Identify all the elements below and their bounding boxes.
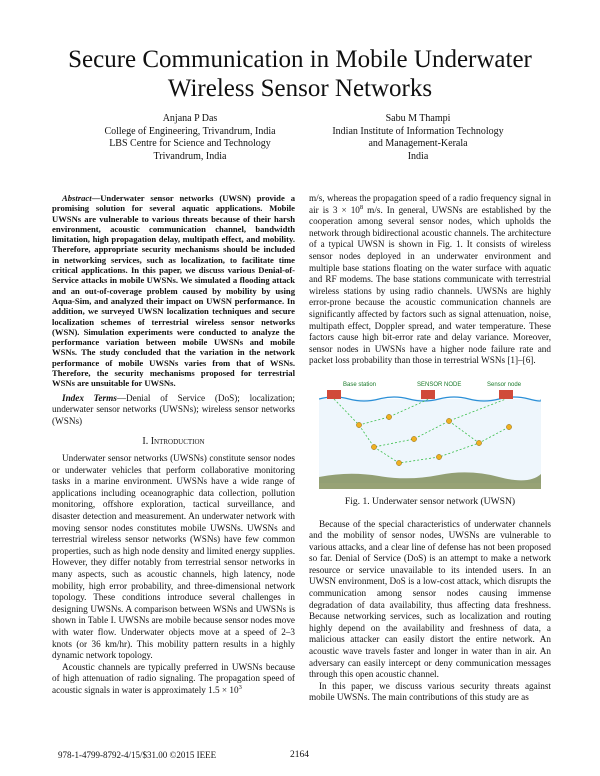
author-affiliation: LBS Centre for Science and Technology xyxy=(109,138,271,149)
base-station-icon xyxy=(421,390,435,399)
sensor-node-icon xyxy=(506,424,511,429)
sensor-node-icon xyxy=(386,414,391,419)
base-station-icon xyxy=(499,390,513,399)
body-paragraph: In this paper, we discuss various security threats against mobile UWSNs. The main contributions of this study are as xyxy=(309,680,551,703)
author-block-2 xyxy=(318,113,518,163)
section-heading: I. Introduction xyxy=(142,436,205,448)
left-column xyxy=(52,193,295,696)
abstract-label: Abstract xyxy=(62,193,92,203)
author-affiliation: and Management-Kerala xyxy=(368,138,468,149)
sensor-node-icon xyxy=(446,418,451,423)
base-station-icon xyxy=(327,390,341,399)
author-affiliation: College of Engineering, Trivandrum, India xyxy=(104,125,276,137)
author-affiliation: Trivandrum, India xyxy=(153,150,227,162)
body-paragraph: Because of the special characteristics of underwater channels and the mobility of sensor nodes, UWSNs are vulnerable to various attacks, and a clear line of defense has not been proposed so far. Denial of Service (DoS) is an attempt to make a network resource or service unavailable to its intended users. In an UWSN environment, DoS is a low-cost attack, which disrupts the communication among sensor nodes causing immense degradation of data availability, thus affecting data freshness. Because networking services, such as localization and routing highly depend on the availability and freshness of data, a malicious attacker can easily distort the entire network. An acoustic wave travels faster and longer in water than in air. An adversary can easily intercept or deny communication messages through this open acoustic channel. xyxy=(309,518,551,680)
author-block-1 xyxy=(90,113,290,163)
index-terms xyxy=(52,393,295,428)
paragraph-text: m/s, whereas the propagation speed of a radio frequency signal in air is 3 × 10 xyxy=(309,193,551,215)
sensor-node-icon xyxy=(371,444,376,449)
abstract xyxy=(52,193,295,389)
paragraph-text: Acoustic channels are typically preferred in UWSNs because of high attenuation of radio signaling. The propagation speed of acoustic signals in water is approximately 1.5 × 10 xyxy=(52,661,295,695)
sensor-node-icon xyxy=(476,440,481,445)
author-name: Sabu M Thampi xyxy=(385,113,451,124)
index-terms-text: —Denial of Service (DoS); localization; underwater sensor networks (UWSNs); wireless sensor networks (WSNs) xyxy=(52,392,295,426)
figure-label: Sensor node xyxy=(487,381,522,388)
sensor-node-icon xyxy=(411,436,416,441)
author-affiliation: India xyxy=(407,150,429,162)
author-name: Anjana P Das xyxy=(162,113,218,124)
abstract-text: —Underwater sensor networks (UWSN) provide a promising solution for several aquatic applications. Mobile UWSNs are vulnerable to various threats because of their harsh environment, acoustic communication channel, bandwidth limitation, high propagation delay, multipath effect, and mobility. Therefore, appropriate security mechanisms should be included in networking services, such as localization, to facilitate time critical applications. In this paper, we discuss various Denial-of-Service attacks in mobile UWSNs. We simulated a flooding attack and an out-of-coverage problem caused by mobility by using Aqua-Sim, and analyzed their impact on UWSN performance. In addition, we surveyed UWSN localization techniques and secure localization schemes of terrestrial wireless sensor networks (WSN). Simulation experiments were conducted to analyze the performance variation between mobile UWSNs and mobile WSNs. The study concluded that the variation in the network performance of mobile UWSNs varies from that of WSNs. Therefore, the security mechanisms proposed for terrestrial WSNs are unsuitable for UWSNs. xyxy=(52,193,295,389)
superscript: 3 xyxy=(238,683,242,691)
sensor-node-icon xyxy=(396,460,401,465)
paper-title: Secure Communication in Mobile Underwater Wireless Sensor Networks xyxy=(68,46,532,102)
sensor-node-icon xyxy=(436,454,441,459)
sensor-node-icon xyxy=(356,422,361,427)
body-paragraph: Underwater sensor networks (UWSNs) constitute sensor nodes or underwater vehicles that perform collaborative monitoring tasks in a marine environment. UWSNs have a wide range of applications including oceanographic data collection, pollution monitoring, offshore exploration, tactical surveillance, and disaster detection and measurement. An underwater network with moving sensor nodes constitutes mobile UWSNs. UWSNs and terrestrial wireless sensor networks (WSNs) have few common properties, such as high node density and limited energy supplies. However, they differ notably from terrestrial sensor networks in many aspects, such as acoustic channels, high latency, node mobility, high error probability, and three-dimensional network topology. These conditions introduce several challenges in designing UWSNs. A comparison between WSNs and UWSNs is shown in Table I. UWSNs are mobile because sensor nodes move with water flow. Underwater objects move at a speed of 2–3 knots (or 36 km/hr). This mobility pattern results in a highly dynamic network topology. xyxy=(52,453,295,661)
index-terms-label: Index Terms xyxy=(62,392,117,403)
superscript: 8 xyxy=(359,203,364,211)
right-column xyxy=(309,193,551,704)
footer-isbn: 978-1-4799-8792-4/15/$31.00 ©2015 IEEE xyxy=(58,750,217,760)
figure-label: Base station xyxy=(343,381,377,388)
figure-label: SENSOR NODE xyxy=(417,381,462,388)
figure-caption: Fig. 1. Underwater sensor network (UWSN) xyxy=(344,495,516,507)
body-paragraph xyxy=(309,193,551,367)
water-region xyxy=(319,399,541,483)
author-affiliation: Indian Institute of Information Technology xyxy=(332,125,504,137)
figure-1 xyxy=(309,377,551,493)
body-paragraph xyxy=(52,662,295,697)
uwsn-diagram xyxy=(319,377,541,489)
page-number: 2164 xyxy=(290,750,309,760)
paragraph-text: m/s. In general, UWSNs are established by the cooperation among several sensor nodes, which upholds the network through bidirectional acoustic channels. The architecture of a typical UWSN is shown in Fig. 1. It consists of wireless sensor nodes deployed in an underwater environment and multiple base stations floating on the water surface with aquatic and RF modems. The base stations communicate with terrestrial wireless stations by using radio channels. UWSNs are highly error-prone because the acoustic communication channels are significantly affected by factors such as signal attenuation, noise, multipath effect, Doppler spread, and water temperature. These factors cause high bit-error rate and delay variance. Moreover, sensor nodes in UWSNs have a higher node failure rate and packet loss probability than those in terrestrial WSNs [1]–[6]. xyxy=(309,204,551,366)
